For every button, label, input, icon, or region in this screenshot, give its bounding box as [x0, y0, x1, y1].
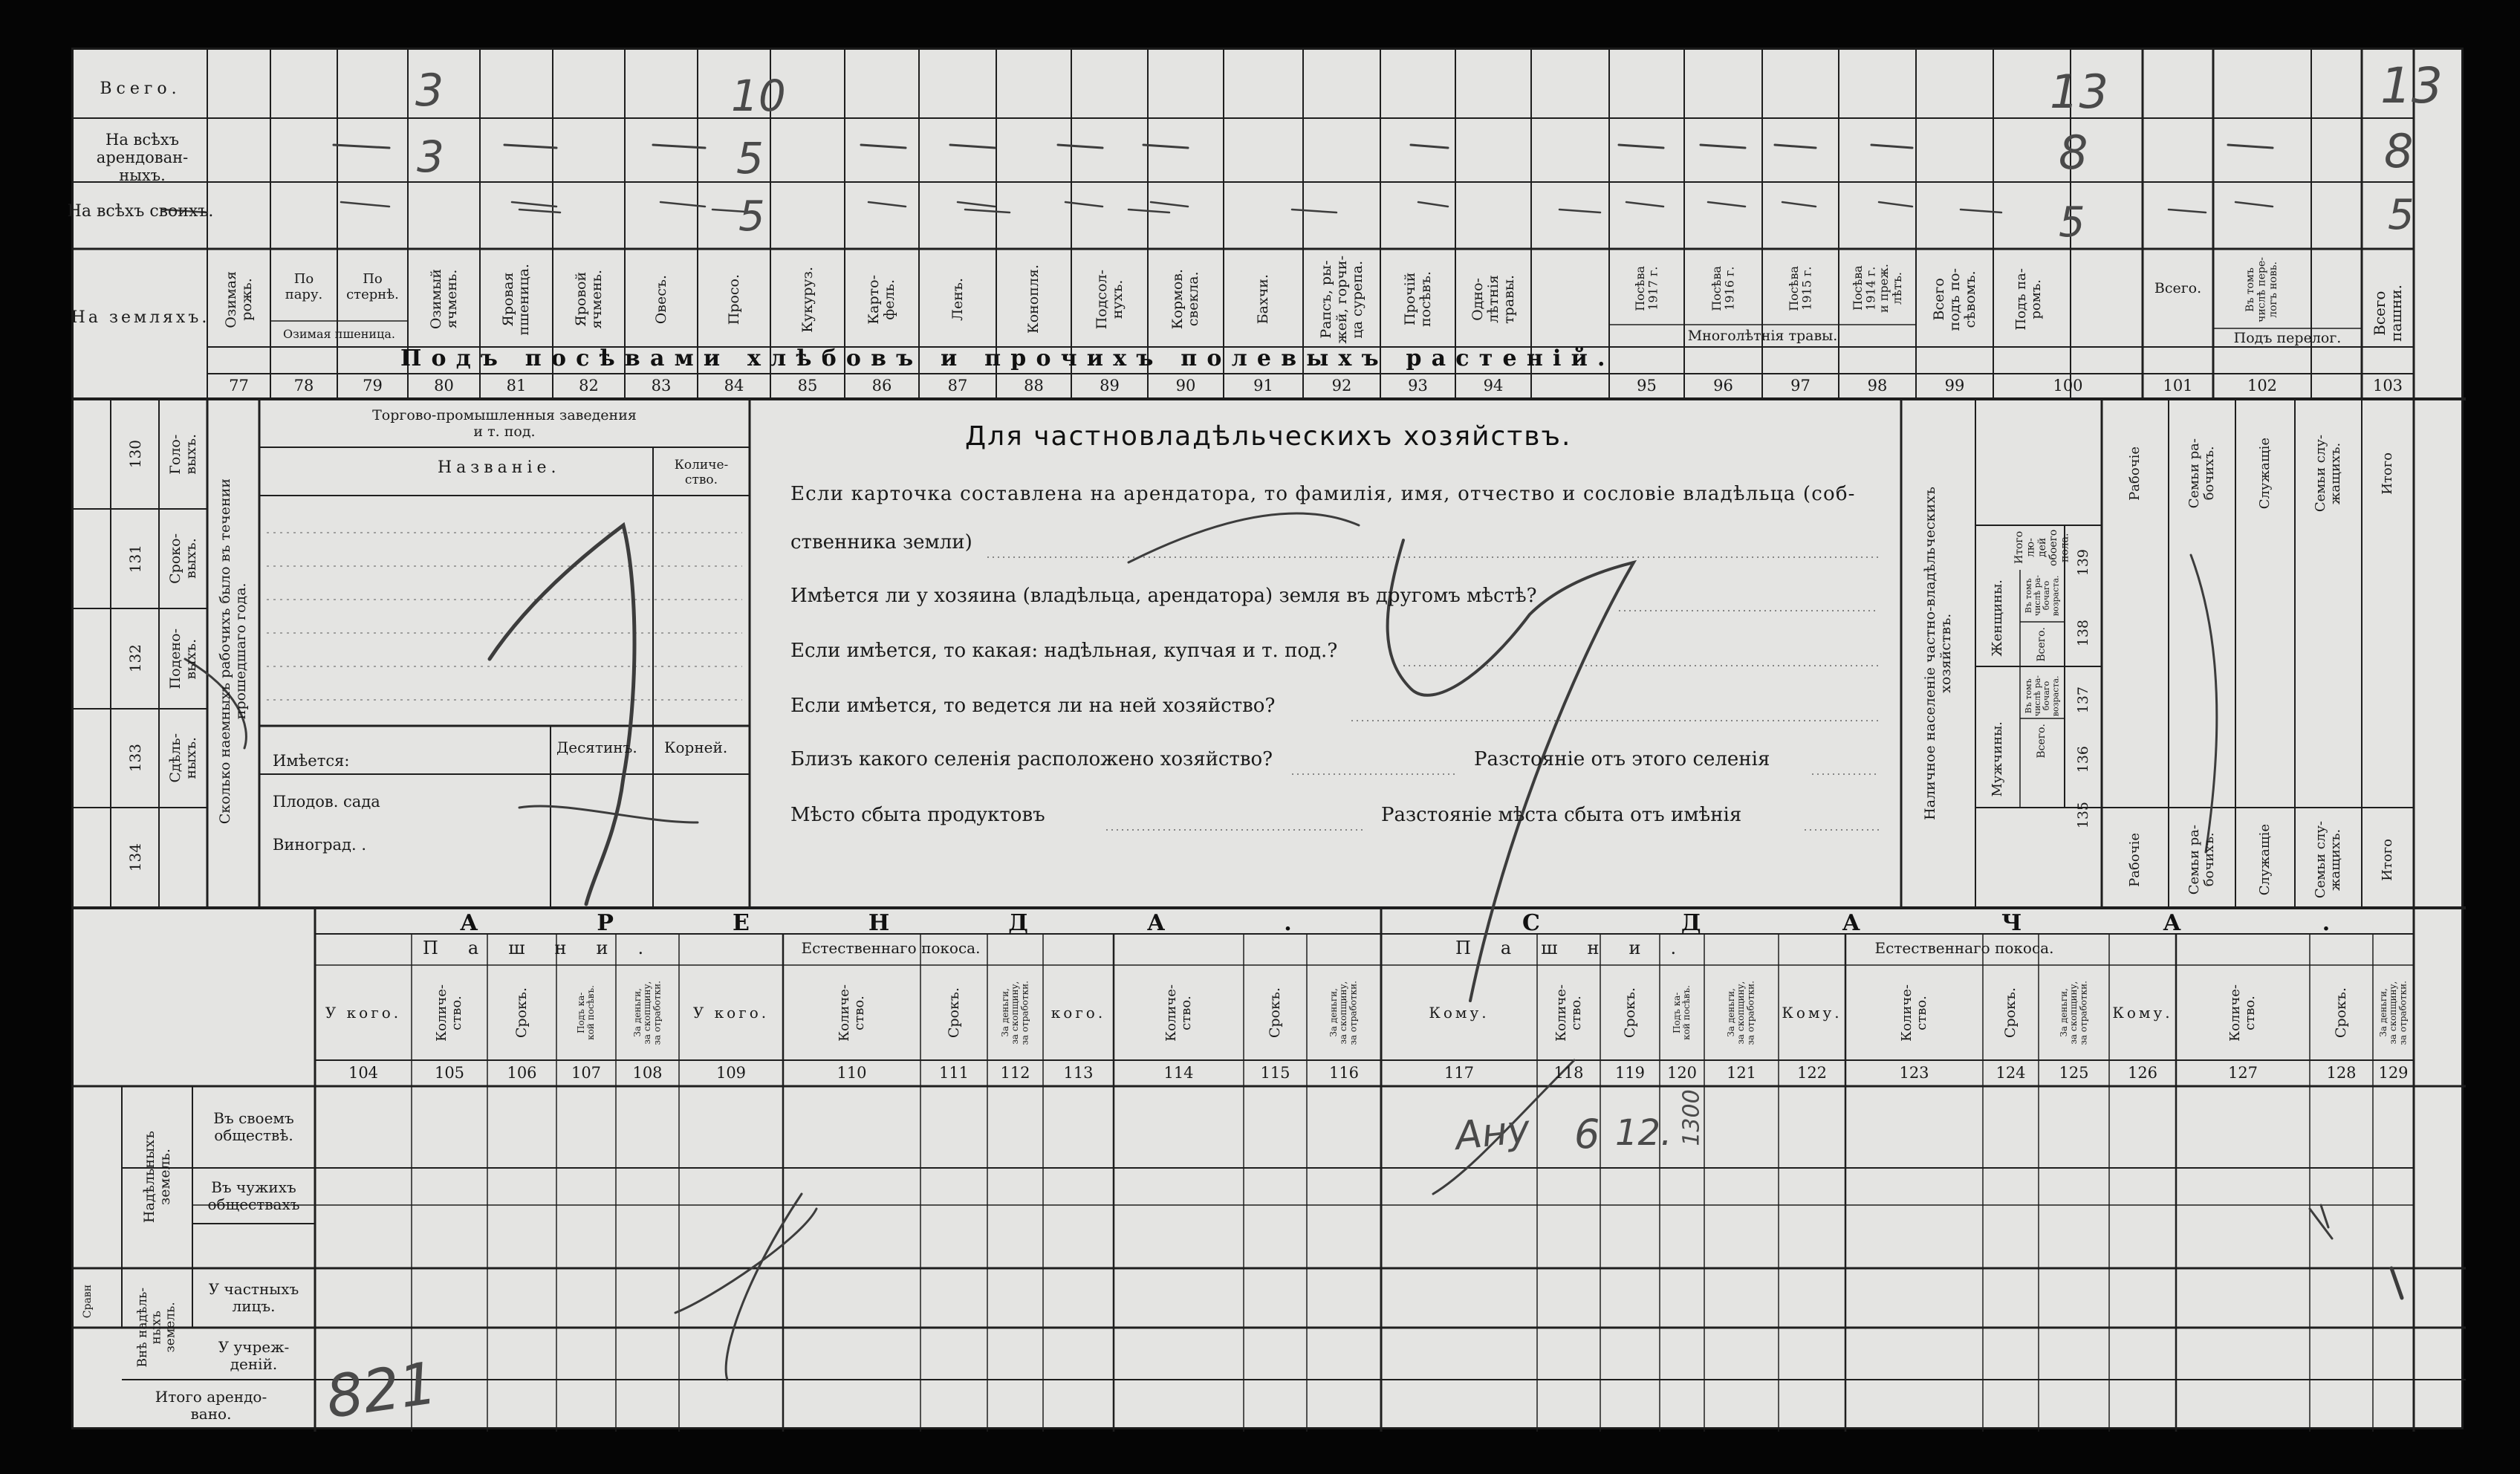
pop-num-136-text: 136 — [2074, 745, 2091, 773]
col-header-93 — [1380, 252, 1455, 347]
col-header-89 — [1071, 252, 1148, 347]
col-header-84-text: Просо. — [725, 273, 742, 325]
col-header-90-text: Кормов. свекла. — [1169, 269, 1201, 330]
bt-col-129 — [2373, 967, 2414, 1058]
col-header-102 — [2213, 252, 2311, 328]
col-header-88-text: Конопля. — [1025, 264, 1042, 334]
col-num-100: 100 — [2053, 377, 2083, 395]
population-caption — [1903, 399, 1974, 908]
bt-row-uchrezhd: У учреж- денiй. — [218, 1337, 290, 1373]
col-header-101: Всего. — [2154, 280, 2202, 297]
pop-num-137-text: 137 — [2074, 686, 2091, 714]
bt-col-111-text: Срокъ. — [945, 987, 962, 1039]
col-header-82-text: Яровой ячмень. — [572, 270, 605, 329]
pop-num-138-text: 138 — [2074, 619, 2091, 647]
hw-svoi-99: 5 — [2059, 198, 2085, 247]
left-col-num-134 — [111, 808, 159, 908]
bt-col-124 — [1983, 967, 2039, 1058]
col-num-80: 80 — [434, 377, 454, 395]
bt-row-chastnyh: У частныхъ лицъ. — [208, 1280, 299, 1315]
col-num-88: 88 — [1024, 377, 1044, 395]
hw-svoi-82: 5 — [738, 192, 765, 241]
group-mnogoletnie-travy: Многолѣтнiя травы. — [1687, 328, 1838, 345]
left-col-label-130-text: Голо- выхъ. — [166, 433, 199, 475]
bt-col-125 — [2039, 967, 2109, 1058]
bt-col-104: У кого. — [325, 1003, 402, 1022]
bt-col-112 — [987, 967, 1043, 1058]
hw-row-srok: 12. — [1615, 1112, 1672, 1154]
col-num-93: 93 — [1408, 377, 1428, 395]
bt-num-109: 109 — [715, 1064, 747, 1082]
bt-col-105 — [412, 967, 487, 1058]
bt-col-128-text: Срокъ. — [2333, 987, 2350, 1039]
private-question-4: Если имѣется, то ведется ли на ней хозяйство? — [790, 695, 1276, 717]
left-col-label-131 — [159, 509, 207, 608]
left-block-caption — [207, 399, 259, 904]
pop-bottom-col-1 — [2169, 811, 2235, 908]
col-header-83-text: Овесъ. — [652, 274, 669, 325]
bt-row-svoem: Въ своемъ обществѣ. — [213, 1109, 294, 1144]
bt-num-122: 122 — [1796, 1064, 1828, 1082]
bt-num-110: 110 — [837, 1064, 867, 1082]
bt-col-118-text: Количе- ство. — [1553, 984, 1584, 1042]
bt-col-108-text: За деньги, за скопщину, за отработки. — [631, 980, 663, 1045]
bt-col-119 — [1600, 967, 1660, 1058]
row-label-svoih: На всѣхъ своихъ. — [67, 202, 214, 221]
zh-vtom-label — [2020, 570, 2065, 622]
col-num-78: 78 — [293, 377, 314, 395]
col-num-90: 90 — [1175, 377, 1196, 395]
pop-top-col-4-text: Итого — [2380, 452, 2396, 495]
hw-vsego-103: 13 — [2380, 57, 2443, 114]
trade-title: Торгово-промышленныя заведения и т. под. — [372, 407, 637, 440]
row-label-vsego: Всего. — [100, 79, 181, 98]
private-question-6: Разстоянiе отъ этого селенiя — [1474, 748, 1770, 770]
pop-top-col-3-text: Семьи слу- жащихъ. — [2313, 434, 2343, 513]
bt-col-109: У кого. — [692, 1003, 770, 1022]
bt-num-121: 121 — [1726, 1064, 1757, 1082]
bt-col-127-text: Количе- ство. — [2227, 984, 2258, 1042]
col-header-103-text: Всего пашни. — [2371, 285, 2405, 342]
bt-num-124: 124 — [1995, 1064, 2026, 1082]
col-header-102-text: Въ томъ числѣ пере- логъ новь. — [2244, 257, 2279, 322]
col-header-98-text: Посѣва 1914 г. и преж. лѣтъ. — [1850, 264, 1904, 313]
pop-num-139-text: 139 — [2074, 548, 2091, 577]
m-vsego-label — [2020, 718, 2065, 763]
col-header-99-text: Всего подъ по- сѣвомъ. — [1930, 267, 1978, 331]
zhenshchiny-label — [1975, 570, 2020, 666]
left-col-label-133-text: Сдѣль- ныхъ. — [166, 733, 199, 783]
bt-col-120 — [1660, 967, 1704, 1058]
col-num-103: 103 — [2372, 377, 2403, 395]
m-vtom-label-text: Въ томъ числѣ ра- бочаго возраста. — [2023, 675, 2061, 717]
col-header-88 — [996, 252, 1071, 347]
pop-top-col-1-text: Семьи ра- бочихъ. — [2186, 438, 2217, 509]
left-col-label-133 — [159, 709, 207, 808]
trade-name-header: Названiе. — [438, 458, 561, 477]
bt-num-107: 107 — [571, 1064, 602, 1082]
bt-num-105: 105 — [434, 1064, 465, 1082]
pop-num-137 — [2065, 666, 2102, 733]
row-label-na-zemlyah: На земляхъ. — [71, 308, 210, 327]
bt-col-121 — [1704, 967, 1779, 1058]
muzhchiny-label — [1975, 711, 2020, 808]
private-question-2: Имѣется ли у хозяина (владѣльца, арендатора) земля въ другомъ мѣстѣ? — [790, 585, 1537, 607]
pop-bottom-col-3 — [2295, 811, 2362, 908]
bt-col-105-text: Количе- ство. — [434, 984, 464, 1042]
pop-bottom-col-1-text: Семьи ра- бочихъ. — [2186, 824, 2217, 895]
col-num-97: 97 — [1790, 377, 1811, 395]
imeetsya-label: Имѣется: — [273, 752, 350, 770]
bt-col-123-text: Количе- ство. — [1898, 984, 1929, 1042]
bt-col-127 — [2176, 967, 2310, 1058]
bt-row-chuzhih: Въ чужихъ обществахъ — [207, 1178, 300, 1213]
bt-col-116-text: За деньги, за скопщину, за отработки. — [1328, 980, 1359, 1045]
sdacha-pashni: Пашни. — [1455, 938, 1706, 958]
pop-num-138 — [2065, 600, 2102, 666]
margin-left-text-text: Сравн — [82, 1285, 94, 1319]
itogo-lyudey-label — [2013, 525, 2071, 570]
banner-pod-posevami: Подъ посѣвами хлѣбовъ и прочихъ полевыхъ растеній. — [400, 345, 1615, 371]
desyatin-label: Десятинъ. — [556, 738, 637, 756]
bt-num-125: 125 — [2059, 1064, 2089, 1082]
private-question-3: Если имѣется, то какая: надѣльная, купчая и т. под.? — [790, 640, 1338, 662]
private-question-1: ственника земли) — [790, 531, 972, 553]
col-header-97-text: Посѣва 1915 г. — [1786, 265, 1814, 311]
bt-col-115-text: Срокъ. — [1267, 987, 1284, 1039]
pop-num-135 — [2065, 785, 2102, 845]
bt-col-129-text: За деньги, за скопщину, за отработки. — [2377, 980, 2409, 1045]
hw-arend-77: 3 — [417, 132, 444, 182]
col-header-87-text: Ленъ. — [949, 278, 966, 321]
col-header-86 — [845, 252, 919, 347]
pop-num-139 — [2065, 525, 2102, 600]
pop-num-136 — [2065, 733, 2102, 785]
bt-group-vne — [122, 1268, 192, 1387]
col-header-86-text: Карто- фель. — [866, 274, 897, 325]
bt-col-120-text: Подъ ка- кой посѣвъ. — [1671, 985, 1692, 1040]
row-label-arendovannyh: На всѣхъ арендован- ныхъ. — [96, 130, 189, 185]
col-num-77: 77 — [229, 377, 249, 395]
left-col-label-130 — [159, 399, 207, 509]
pop-bottom-col-2-text: Служащiе — [2257, 823, 2273, 896]
hw-vsego-77: 3 — [415, 65, 444, 117]
group-ozimaya-pshenica: Озимая пшеница. — [283, 326, 395, 341]
bt-col-118 — [1537, 967, 1600, 1058]
zh-vsego-label — [2020, 622, 2065, 666]
col-header-94-text: Одно- лѣтнiя травы. — [1469, 275, 1517, 324]
pop-top-col-2-text: Служащiе — [2257, 437, 2273, 510]
bt-col-113: кого. — [1050, 1003, 1106, 1022]
col-header-82 — [553, 252, 625, 347]
col-header-95-text: Посѣва 1917 г. — [1632, 265, 1660, 311]
col-num-87: 87 — [947, 377, 968, 395]
bt-col-122: Кому. — [1782, 1003, 1842, 1022]
pop-bottom-col-0 — [2102, 811, 2169, 908]
hw-vsego-82: 10 — [731, 71, 786, 121]
bt-num-108: 108 — [632, 1064, 663, 1082]
bt-num-123: 123 — [1899, 1064, 1929, 1082]
zh-vsego-label-text: Всего. — [2036, 626, 2048, 662]
hw-vsego-99: 13 — [2050, 65, 2108, 119]
bt-col-107 — [556, 967, 616, 1058]
col-header-91-text: Бахчи. — [1255, 274, 1272, 325]
sdacha-pokos: Естественнаго покоса. — [1874, 939, 2054, 957]
plodov-sada-label: Плодов. сада — [273, 793, 380, 811]
bt-col-119-text: Срокъ. — [1621, 987, 1638, 1039]
hw-row-posev: 1300 — [1678, 1089, 1705, 1146]
bt-group-nadelnyh — [122, 1086, 192, 1268]
col-header-97 — [1762, 252, 1839, 325]
private-title: Для частновладѣльческихъ хозяйствъ. — [965, 421, 1572, 452]
bt-num-126: 126 — [2127, 1064, 2158, 1082]
pop-top-col-1 — [2169, 399, 2235, 548]
left-col-num-131 — [111, 509, 159, 608]
col-num-91: 91 — [1253, 377, 1273, 395]
margin-left-text — [74, 1253, 103, 1350]
col-num-81: 81 — [506, 377, 527, 395]
bt-num-118: 118 — [1553, 1064, 1584, 1082]
pop-top-col-2 — [2235, 399, 2295, 548]
left-col-label-132 — [159, 608, 207, 709]
pop-bottom-col-4 — [2362, 811, 2414, 908]
col-header-96 — [1684, 252, 1762, 325]
col-header-85 — [770, 252, 845, 347]
col-header-80-text: Озимый ячмень. — [427, 269, 460, 330]
hw-arend-82: 5 — [736, 133, 764, 184]
bt-col-114 — [1114, 967, 1244, 1058]
col-num-82: 82 — [579, 377, 599, 395]
left-col-num-131-text: 131 — [126, 544, 144, 574]
bt-col-106-text: Срокъ. — [513, 987, 530, 1039]
bt-num-128: 128 — [2326, 1064, 2357, 1082]
col-header-96-text: Посѣва 1916 г. — [1709, 265, 1737, 311]
hw-svoi-103: 5 — [2388, 191, 2415, 239]
left-col-num-133 — [111, 709, 159, 808]
bt-num-119: 119 — [1614, 1064, 1646, 1082]
col-header-83 — [625, 252, 698, 347]
pop-bottom-col-3-text: Семьи слу- жащихъ. — [2313, 820, 2343, 899]
col-header-85-text: Кукуруз. — [799, 266, 816, 333]
bt-num-113: 113 — [1063, 1064, 1094, 1082]
census-card — [67, 48, 2472, 1432]
trade-qty-header: Количе- ство. — [674, 458, 729, 487]
col-header-99 — [1916, 252, 1993, 347]
bt-col-116 — [1307, 967, 1381, 1058]
population-caption-text: Наличное населенiе частно-владѣльческихъ хозяйствъ. — [1922, 487, 1954, 820]
bt-col-121-text: За деньги, за скопщину, за отработки. — [1726, 980, 1756, 1045]
col-header-100 — [1993, 252, 2065, 347]
col-header-79: По стернѣ. — [346, 271, 399, 302]
bt-col-106 — [487, 967, 556, 1058]
col-header-93-text: Прочiй посѣвъ. — [1401, 271, 1434, 328]
hw-arend-103: 8 — [2384, 124, 2414, 178]
col-num-96: 96 — [1713, 377, 1733, 395]
col-header-91 — [1224, 252, 1303, 347]
bt-col-115 — [1244, 967, 1307, 1058]
pop-top-col-0 — [2102, 399, 2169, 548]
bt-col-117: Кому. — [1429, 1003, 1490, 1022]
arenda-pashni: Пашни. — [423, 938, 674, 958]
private-question-8: Разстоянiе мѣста сбыта отъ имѣнiя — [1381, 804, 1742, 826]
col-header-95 — [1609, 252, 1684, 325]
bt-num-112: 112 — [1000, 1064, 1030, 1082]
bt-col-110 — [783, 967, 920, 1058]
left-block-caption-text: Сколько наемныхъ рабочихъ было въ течении прошедшаго года. — [217, 478, 249, 825]
vinograd-label: Виноград. . — [273, 836, 366, 854]
bt-col-112-text: За деньги, за скопщину, за отработки. — [999, 980, 1030, 1045]
col-header-89-text: Подсол- нухъ. — [1093, 269, 1126, 330]
left-col-num-130 — [111, 399, 159, 509]
bt-col-110-text: Количе- ство. — [836, 984, 867, 1042]
col-header-90 — [1148, 252, 1224, 347]
bt-col-107-text: Подъ ка- кой посѣвъ. — [575, 985, 596, 1040]
arenda-banner: АРЕНДА. — [460, 910, 1411, 936]
bt-num-115: 115 — [1260, 1064, 1290, 1082]
bt-col-124-text: Срокъ. — [2002, 987, 2019, 1039]
col-num-94: 94 — [1483, 377, 1504, 395]
bt-col-123 — [1845, 967, 1983, 1058]
korney-label: Корней. — [664, 738, 728, 756]
bt-num-116: 116 — [1328, 1064, 1360, 1082]
bt-col-114-text: Количе- ство. — [1163, 984, 1194, 1042]
bt-group-nadelnyh-text: Надѣльныхъ земель. — [140, 1131, 173, 1224]
col-header-80 — [408, 252, 480, 347]
hw-row-kol: 6 — [1574, 1111, 1600, 1158]
bt-num-114: 114 — [1163, 1064, 1194, 1082]
hw-821: 821 — [322, 1350, 441, 1432]
bt-num-129: 129 — [2378, 1064, 2409, 1082]
bt-row-itogo: Итого арендо- вано. — [155, 1388, 267, 1423]
pop-num-135-text: 135 — [2074, 801, 2091, 829]
bt-col-111 — [920, 967, 987, 1058]
pop-bottom-col-2 — [2235, 811, 2295, 908]
hw-row-komu: Ану — [1453, 1106, 1533, 1160]
bt-num-104: 104 — [348, 1064, 379, 1082]
col-num-102: 102 — [2247, 377, 2278, 395]
left-col-num-134-text: 134 — [126, 843, 144, 872]
itogo-lyudey-label-text: Итого лю- дей обоего пола. — [2013, 529, 2071, 566]
col-header-100-text: Подъ па- ромъ. — [2013, 268, 2044, 331]
private-question-0: Если карточка составлена на арендатора, то фамилiя, имя, отчество и сословiе владѣльца (соб- — [790, 483, 1856, 505]
bt-col-128 — [2310, 967, 2373, 1058]
left-col-label-132-text: Подено- выхъ. — [166, 628, 199, 689]
bt-num-111: 111 — [938, 1064, 970, 1082]
bt-num-127: 127 — [2227, 1064, 2258, 1082]
left-col-label-131-text: Сроко- выхъ. — [166, 533, 199, 584]
pop-top-col-3 — [2295, 399, 2362, 548]
bt-col-126: Кому. — [2112, 1003, 2173, 1022]
col-num-101: 101 — [2163, 377, 2193, 395]
pop-top-col-4 — [2362, 399, 2414, 548]
col-num-92: 92 — [1331, 377, 1352, 395]
pop-top-col-0-text: Рабочiе — [2127, 446, 2143, 501]
col-header-81-text: Яровая пшеница. — [500, 263, 532, 336]
col-header-98 — [1839, 252, 1916, 325]
col-header-78: По пару. — [285, 271, 323, 302]
col-header-92 — [1303, 252, 1380, 347]
bt-group-vne-text: Внѣ надѣль- ныхъ земель. — [135, 1288, 178, 1368]
col-num-84: 84 — [724, 377, 744, 395]
left-col-num-132 — [111, 608, 159, 709]
col-header-92-text: Рапсъ, ры- жей, горчи- ца сурепа. — [1317, 255, 1365, 344]
col-header-77-text: Озимая рожь. — [222, 270, 255, 328]
zh-vtom-label-text: Въ томъ числѣ ра- бочаго возраста. — [2023, 575, 2061, 617]
m-vsego-label-text: Всего. — [2036, 723, 2048, 759]
bt-col-125-text: За деньги, за скопщину, за отработки. — [2058, 980, 2089, 1045]
left-col-num-130-text: 130 — [126, 439, 144, 469]
col-num-83: 83 — [651, 377, 672, 395]
col-num-85: 85 — [797, 377, 818, 395]
sdacha-banner: СДАЧА. — [1522, 910, 2472, 936]
bt-col-108 — [616, 967, 679, 1058]
col-num-86: 86 — [871, 377, 892, 395]
col-header-94 — [1455, 252, 1531, 347]
pop-bottom-col-4-text: Итого — [2380, 838, 2396, 881]
col-num-98: 98 — [1867, 377, 1888, 395]
col-num-95: 95 — [1637, 377, 1657, 395]
m-vtom-label — [2020, 670, 2065, 722]
private-question-7: Мѣсто сбыта продуктовъ — [790, 804, 1045, 826]
pop-bottom-col-0-text: Рабочiе — [2127, 832, 2143, 887]
group-pod-perelog: Подъ перелог. — [2233, 330, 2342, 347]
col-num-79: 79 — [363, 377, 383, 395]
col-header-81 — [480, 252, 553, 347]
left-col-num-132-text: 132 — [126, 644, 144, 673]
left-col-num-133-text: 133 — [126, 744, 144, 773]
col-header-84 — [698, 252, 770, 347]
arenda-pokos: Естественнаго покоса. — [801, 939, 981, 957]
bt-num-120: 120 — [1666, 1064, 1698, 1082]
hw-arend-99: 8 — [2059, 126, 2088, 180]
col-header-77 — [207, 252, 270, 347]
zhenshchiny-label-text: Женщины. — [1990, 579, 2006, 657]
col-header-103 — [2362, 252, 2414, 374]
col-header-87 — [919, 252, 996, 347]
bt-num-106: 106 — [507, 1064, 537, 1082]
bt-num-117: 117 — [1444, 1064, 1475, 1082]
col-num-89: 89 — [1100, 377, 1120, 395]
private-question-5: Близъ какого селенiя расположено хозяйство? — [790, 748, 1273, 770]
muzhchiny-label-text: Мужчины. — [1990, 721, 2006, 797]
col-num-99: 99 — [1944, 377, 1965, 395]
